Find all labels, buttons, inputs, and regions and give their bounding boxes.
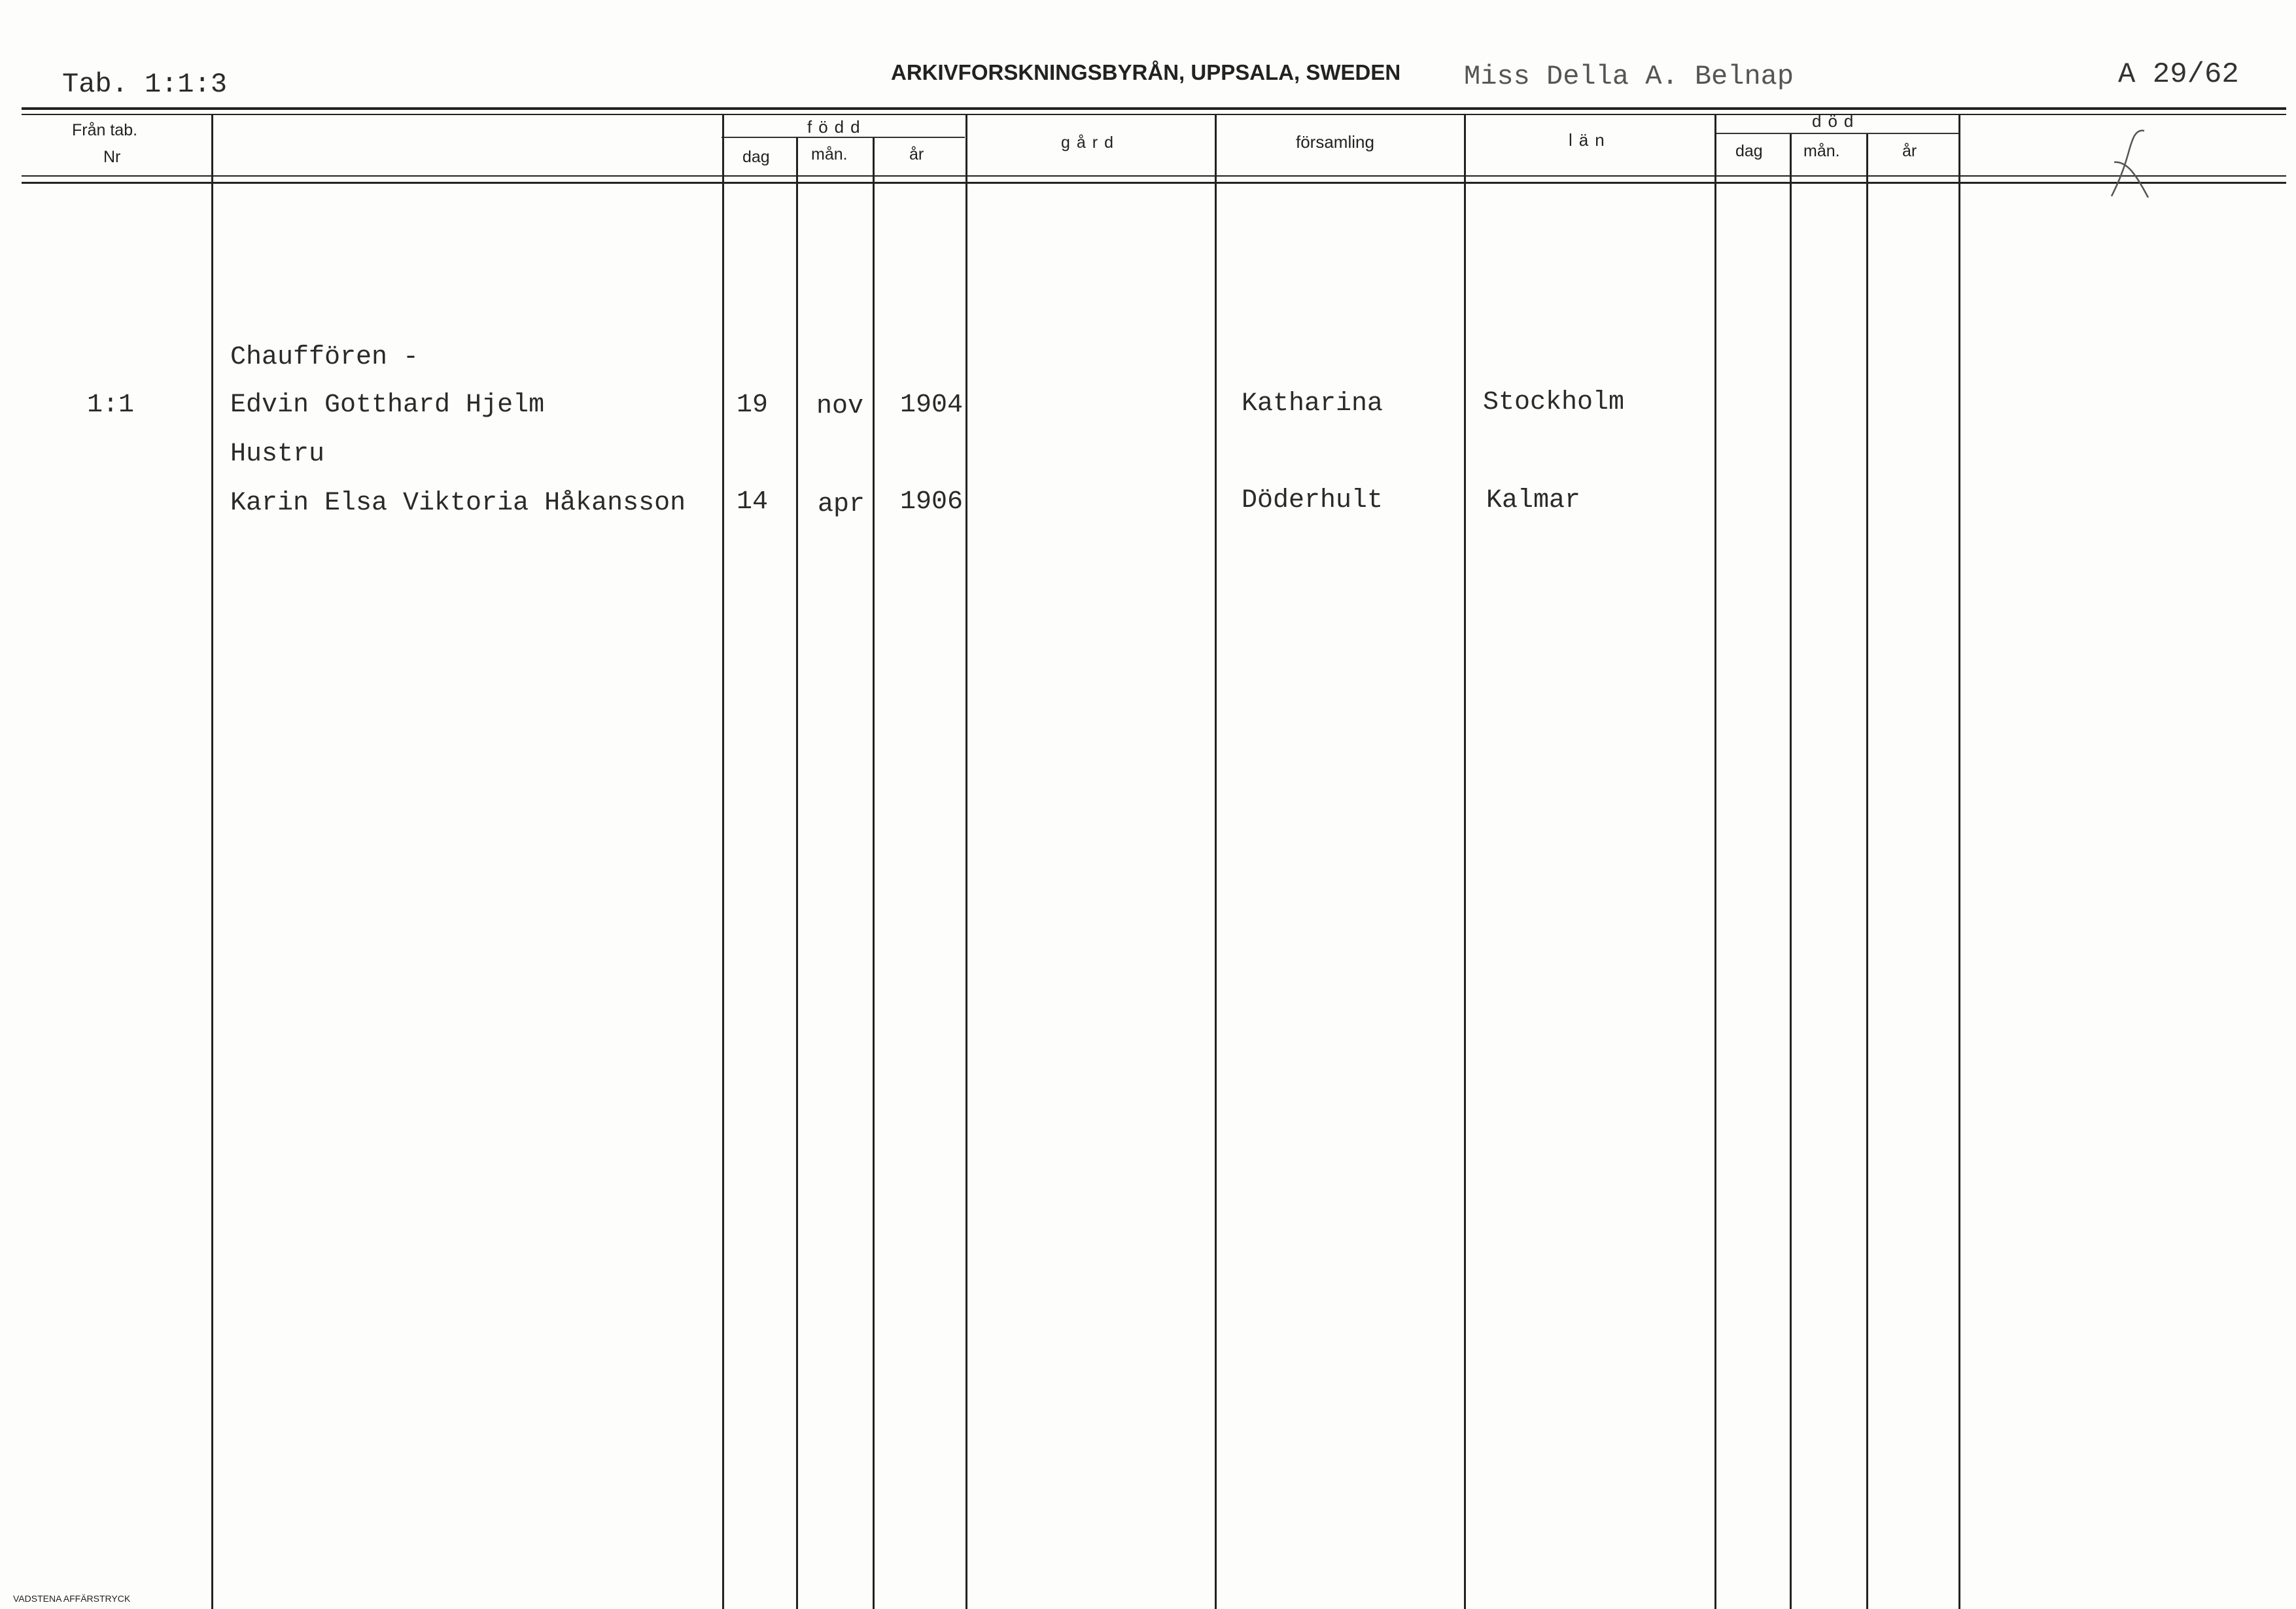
header-lan: län — [1569, 130, 1611, 150]
column-line-forsamling — [1464, 114, 1466, 1609]
fodd-subheader-rule — [722, 137, 965, 138]
check-mark-icon — [2093, 124, 2165, 203]
header-dod-ar: år — [1902, 142, 1917, 160]
archive-reference: A 29/62 — [2118, 58, 2239, 91]
entry-title: Hustru — [230, 440, 325, 469]
column-line-name — [722, 114, 724, 1609]
column-line-lan — [1714, 114, 1716, 1609]
header-fodd-ar: år — [909, 145, 924, 164]
table-top-rule-second — [22, 114, 2286, 115]
dod-subheader-rule — [1715, 133, 1958, 134]
entry-name: Edvin Gotthard Hjelm — [230, 390, 545, 420]
header-forsamling: församling — [1296, 132, 1374, 152]
header-bottom-rule-second — [22, 182, 2286, 184]
entry-birth-day: 19 — [737, 390, 769, 420]
entry-parish: Döderhult — [1242, 486, 1383, 515]
header-dod-man: mån. — [1803, 142, 1840, 160]
entry-birth-year: 1904 — [900, 390, 964, 420]
column-line-dod-ar — [1958, 114, 1960, 1609]
entry-birth-month: nov — [816, 392, 864, 421]
header-nr: Nr — [103, 148, 121, 166]
column-line-fodd-man — [873, 137, 875, 1609]
header-bottom-rule — [22, 175, 2286, 177]
header-fran-tab: Från tab. — [72, 121, 138, 139]
entry-name: Karin Elsa Viktoria Håkansson — [230, 489, 686, 518]
entry-birth-year: 1906 — [900, 487, 964, 517]
header-gard: gård — [1061, 133, 1121, 152]
entry-nr: 1:1 — [87, 390, 135, 420]
column-line-dod-dag — [1790, 134, 1792, 1609]
column-line-fodd-dag — [796, 137, 798, 1609]
entry-parish: Katharina — [1242, 389, 1383, 419]
column-line-nr — [211, 114, 213, 1609]
entry-title: Chauffören - — [230, 343, 419, 372]
entry-county: Stockholm — [1483, 388, 1625, 417]
tab-reference: Tab. 1:1:3 — [62, 69, 228, 100]
client-name: Miss Della A. Belnap — [1464, 61, 1794, 92]
column-line-dod-man — [1866, 134, 1868, 1609]
header-fodd-dag: dag — [742, 148, 770, 166]
bureau-title: ARKIVFORSKNINGSBYRÅN, UPPSALA, SWEDEN — [891, 60, 1401, 84]
header-fodd: född — [807, 117, 867, 137]
entry-birth-day: 14 — [737, 487, 769, 517]
table-top-rule — [22, 107, 2286, 110]
entry-county: Kalmar — [1486, 486, 1581, 515]
header-dod: död — [1812, 111, 1860, 131]
header-dod-dag: dag — [1735, 142, 1763, 160]
entry-birth-month: apr — [818, 490, 865, 519]
header-fodd-man: mån. — [811, 145, 848, 164]
printer-imprint: VADSTENA AFFÄRSTRYCK — [13, 1593, 131, 1604]
column-line-gard — [1215, 114, 1217, 1609]
column-line-fodd-ar — [965, 114, 967, 1609]
